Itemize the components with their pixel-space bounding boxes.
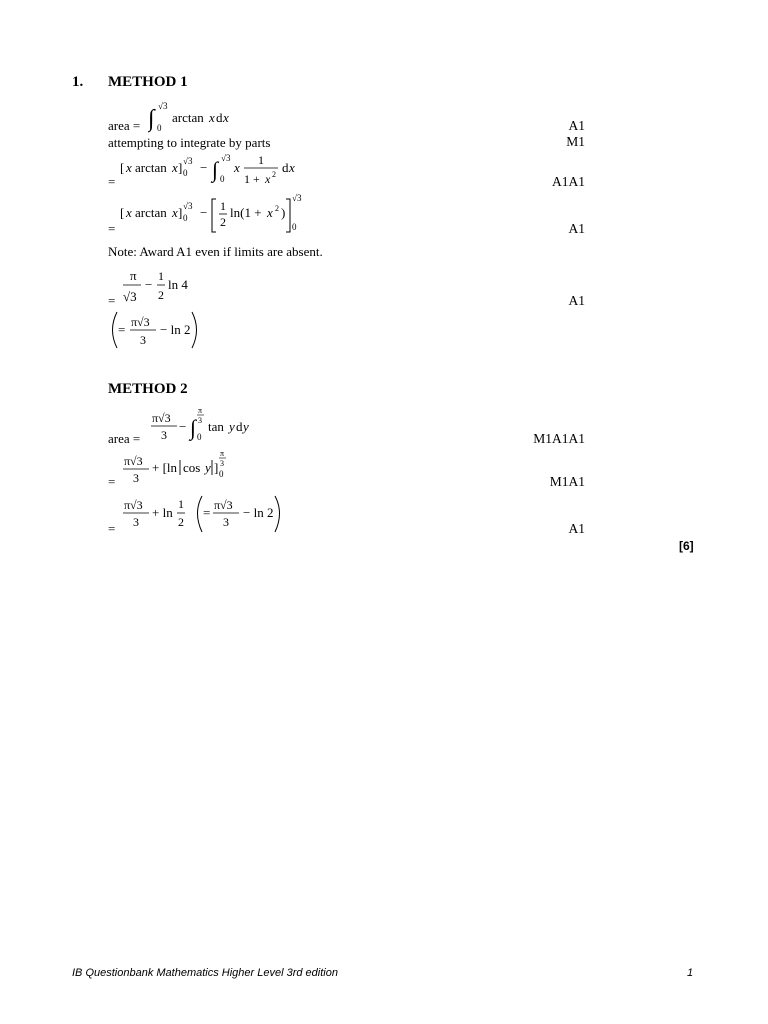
svg-text:−: − <box>200 205 208 220</box>
svg-text:+ ln: + ln <box>152 505 173 520</box>
svg-text:π√3: π√3 <box>152 411 171 425</box>
svg-text:3: 3 <box>140 333 146 347</box>
svg-text:−: − <box>200 160 208 175</box>
svg-text:∫: ∫ <box>212 157 219 182</box>
svg-text:d: d <box>216 110 223 125</box>
method1-parts-text: attempting to integrate by parts <box>108 135 271 150</box>
svg-text:ln 4: ln 4 <box>168 277 188 292</box>
svg-text:− ln 2: − ln 2 <box>243 505 274 520</box>
svg-text:1: 1 <box>178 497 184 511</box>
method2-expr-line3 <box>120 492 290 536</box>
svg-text:y: y <box>243 419 249 434</box>
svg-text:π: π <box>130 268 137 283</box>
svg-text:x: x <box>126 205 132 220</box>
method1-heading: METHOD 1 <box>108 74 188 90</box>
svg-text:[: [ <box>120 160 125 175</box>
svg-text:0: 0 <box>157 123 162 133</box>
method1-expr-line4 <box>120 190 320 236</box>
svg-text:]: ] <box>178 205 183 220</box>
method1-mark-5: A1 <box>568 293 585 308</box>
svg-text:y: y <box>205 460 211 475</box>
svg-text:x: x <box>223 110 229 125</box>
method2-mark-1: M1A1A1 <box>533 431 585 446</box>
svg-text:=: = <box>203 505 211 520</box>
method1-expr-line3 <box>120 150 310 192</box>
svg-text:3: 3 <box>198 416 202 425</box>
svg-text:tan: tan <box>208 419 224 434</box>
svg-text:π√3: π√3 <box>124 498 143 512</box>
svg-text:π√3: π√3 <box>131 315 150 329</box>
method2-equals-1: = <box>108 474 116 489</box>
method1-expr-line5 <box>120 266 210 308</box>
svg-text:π√3: π√3 <box>214 498 233 512</box>
svg-text:0: 0 <box>219 469 224 479</box>
svg-text:arctan: arctan <box>172 110 204 125</box>
method1-expr-line6 <box>108 310 208 352</box>
svg-text:3: 3 <box>220 459 224 468</box>
method1-equals-1: = <box>108 174 116 189</box>
svg-text:√3: √3 <box>221 153 231 163</box>
svg-text:x: x <box>172 205 178 220</box>
svg-text:2: 2 <box>275 204 279 213</box>
method2-expr-line2 <box>120 448 240 490</box>
svg-text:x: x <box>209 110 215 125</box>
svg-text:x: x <box>172 160 178 175</box>
svg-text:− ln 2: − ln 2 <box>160 322 191 337</box>
question-number: 1. <box>72 74 84 90</box>
svg-text:]: ] <box>178 160 183 175</box>
footer-page-number: 1 <box>687 967 694 979</box>
svg-text:2: 2 <box>220 215 226 229</box>
method2-equals-2: = <box>108 521 116 536</box>
svg-text:π: π <box>220 449 225 458</box>
svg-text:3: 3 <box>133 471 139 485</box>
svg-text:∫: ∫ <box>190 415 197 440</box>
svg-text:√3: √3 <box>292 193 302 203</box>
svg-text:0: 0 <box>183 213 188 223</box>
footer-source: IB Questionbank Mathematics Higher Level 3rd edition <box>72 967 338 979</box>
svg-text:1 +: 1 + <box>244 172 260 186</box>
method2-area-label: area = <box>108 431 141 446</box>
svg-text:0: 0 <box>183 168 188 178</box>
svg-text:[: [ <box>120 205 125 220</box>
method2-mark-2: M1A1 <box>549 474 585 489</box>
method1-area-label: area = <box>108 118 141 133</box>
svg-text:3: 3 <box>223 515 229 529</box>
svg-text:]: ] <box>214 460 219 475</box>
method1-equals-3: = <box>108 293 116 308</box>
svg-text:0: 0 <box>197 432 202 442</box>
svg-text:y: y <box>229 419 235 434</box>
method1-mark-1: A1 <box>568 118 585 133</box>
svg-text:√3: √3 <box>183 156 193 166</box>
svg-text:0: 0 <box>220 174 225 184</box>
svg-text:√3: √3 <box>183 201 193 211</box>
svg-text:x: x <box>289 160 295 175</box>
svg-text:+ [ln: + [ln <box>152 460 178 475</box>
method2-heading: METHOD 2 <box>108 381 188 397</box>
svg-text:arctan: arctan <box>135 205 167 220</box>
svg-text:−: − <box>145 277 153 292</box>
svg-text:√3: √3 <box>123 289 137 304</box>
svg-text:arctan: arctan <box>135 160 167 175</box>
method2-mark-3: A1 <box>568 521 585 536</box>
svg-text:cos: cos <box>183 460 201 475</box>
svg-text:d: d <box>282 160 289 175</box>
method1-mark-2: M1 <box>566 134 585 149</box>
total-marks: [6] <box>679 539 694 553</box>
svg-text:2: 2 <box>158 288 164 302</box>
svg-text:x: x <box>267 205 273 220</box>
svg-text:x: x <box>234 160 240 175</box>
svg-text:x: x <box>265 172 271 186</box>
svg-text:1: 1 <box>258 153 264 167</box>
svg-text:2: 2 <box>178 515 184 529</box>
svg-text:1: 1 <box>220 199 226 213</box>
svg-text:3: 3 <box>133 515 139 529</box>
svg-text:√3: √3 <box>158 101 168 111</box>
svg-text:π: π <box>198 406 203 415</box>
svg-text:ln(1 +: ln(1 + <box>230 205 262 220</box>
method1-mark-4: A1 <box>568 221 585 236</box>
svg-text:0: 0 <box>292 222 297 232</box>
method1-mark-3: A1A1 <box>552 174 585 189</box>
method2-expr-line1 <box>148 404 258 446</box>
svg-text:1: 1 <box>158 269 164 283</box>
svg-text:): ) <box>281 205 286 220</box>
method1-equals-2: = <box>108 221 116 236</box>
svg-text:−: − <box>179 419 187 434</box>
svg-text:π√3: π√3 <box>124 454 143 468</box>
method1-expr-line1 <box>148 98 248 134</box>
method1-note: Note: Award A1 even if limits are absent. <box>108 244 323 259</box>
svg-text:=: = <box>118 322 126 337</box>
svg-text:d: d <box>236 419 243 434</box>
svg-text:3: 3 <box>161 428 167 442</box>
svg-text:∫: ∫ <box>148 106 155 132</box>
svg-text:x: x <box>126 160 132 175</box>
svg-text:2: 2 <box>272 170 276 179</box>
